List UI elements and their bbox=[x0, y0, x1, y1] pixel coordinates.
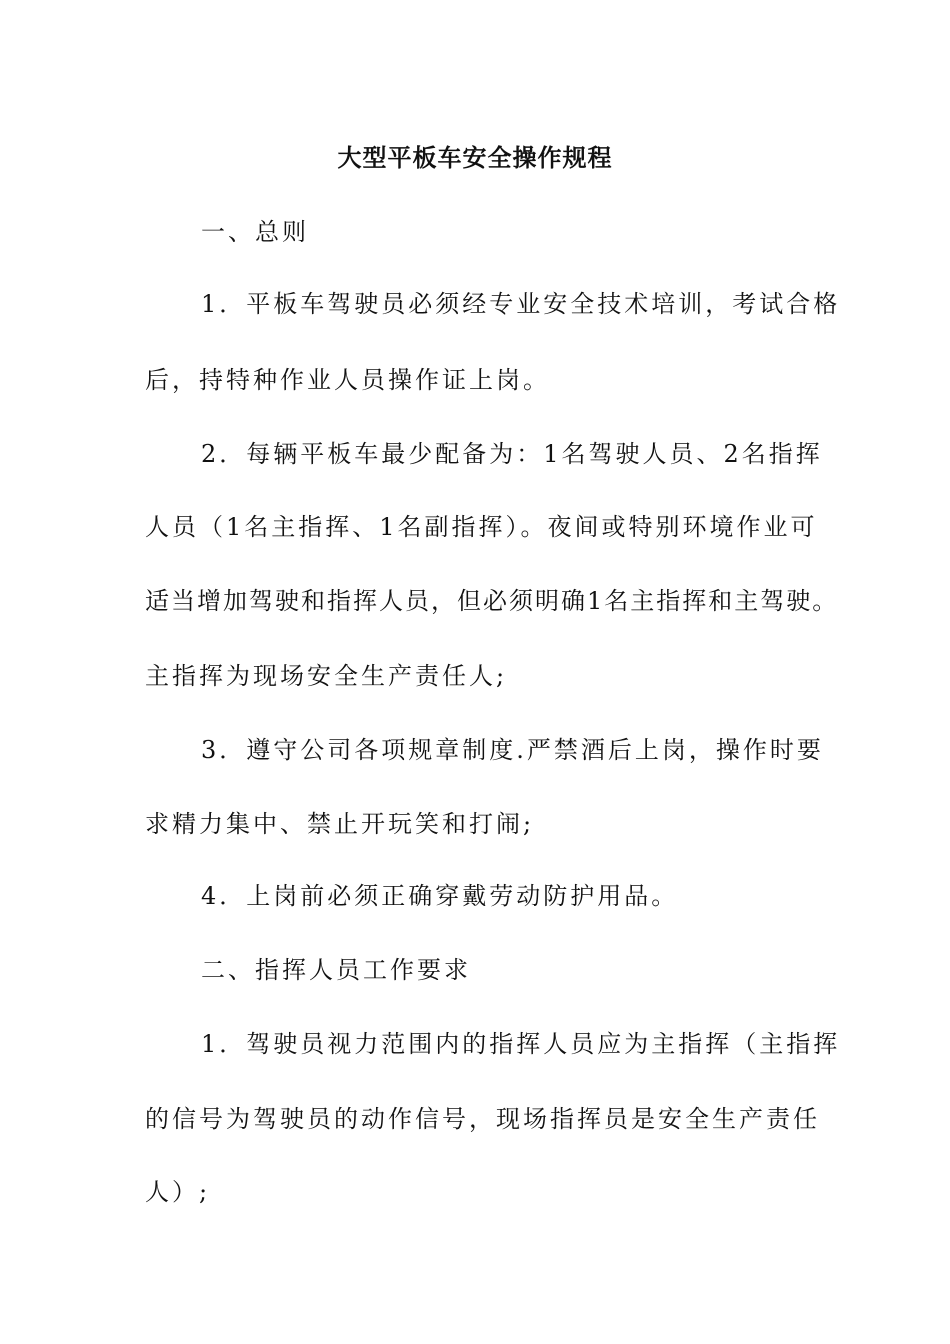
section-heading-commander-requirements: 二、指挥人员工作要求 bbox=[201, 956, 471, 984]
paragraph-line: 人）; bbox=[145, 1178, 211, 1206]
paragraph-line: 适当增加驾驶和指挥人员，但必须明确1名主指挥和主驾驶。 bbox=[145, 587, 839, 615]
paragraph-line: 求精力集中、禁止开玩笑和打闹; bbox=[145, 810, 535, 838]
document-title: 大型平板车安全操作规程 bbox=[337, 143, 613, 172]
paragraph-line: 1．平板车驾驶员必须经专业安全技术培训，考试合格 bbox=[201, 290, 841, 318]
paragraph-line: 3．遵守公司各项规章制度.严禁酒后上岗，操作时要 bbox=[201, 736, 824, 764]
paragraph-line: 后，持特种作业人员操作证上岗。 bbox=[145, 366, 550, 394]
paragraph-line: 4．上岗前必须正确穿戴劳动防护用品。 bbox=[201, 882, 679, 910]
paragraph-line: 1．驾驶员视力范围内的指挥人员应为主指挥（主指挥 bbox=[201, 1030, 841, 1058]
section-heading-general: 一、总则 bbox=[201, 218, 309, 246]
paragraph-line: 的信号为驾驶员的动作信号，现场指挥员是安全生产责任 bbox=[145, 1105, 820, 1133]
paragraph-line: 主指挥为现场安全生产责任人; bbox=[145, 662, 508, 690]
paragraph-line: 人员（1名主指挥、1名副指挥）。夜间或特别环境作业可 bbox=[145, 513, 818, 541]
paragraph-line: 2．每辆平板车最少配备为：1名驾驶人员、2名指挥 bbox=[201, 440, 823, 468]
